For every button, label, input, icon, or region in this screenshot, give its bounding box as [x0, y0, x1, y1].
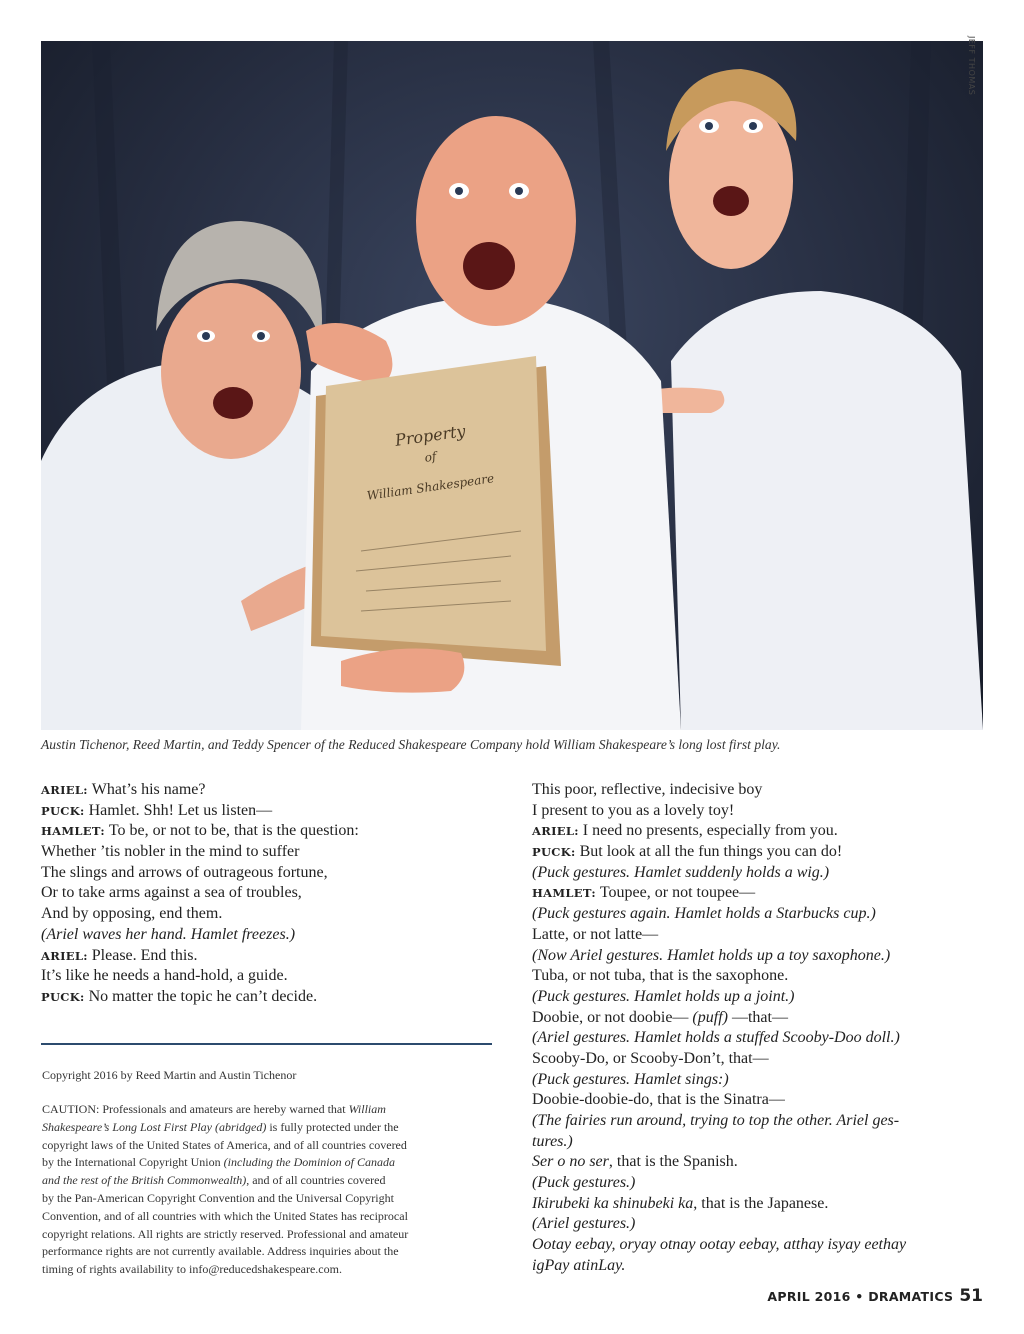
script-line — [41, 801, 359, 822]
caution-text: by the Pan-American Copyright Convention and the Universal Copyright — [42, 1190, 394, 1205]
speaker-name: ARIEL: — [41, 948, 88, 963]
page-number: 51 — [959, 1286, 983, 1306]
stage-direction: Ootay eebay, oryay otnay ootay eebay, atthay isyay eethay — [532, 1236, 907, 1254]
script-line — [532, 946, 987, 967]
dialogue-text: , that is the Spanish. — [608, 1153, 738, 1171]
italic-title: (including the Dominion of Canada — [223, 1155, 395, 1170]
dialogue-text: Latte, or not latte— — [532, 925, 659, 943]
dialogue-text: I present to you as a lovely toy! — [532, 801, 735, 819]
caution-line — [42, 1226, 492, 1244]
speaker-name: HAMLET: — [41, 824, 105, 839]
stage-direction: (Puck gestures. Hamlet suddenly holds a wig.) — [532, 863, 830, 881]
caution-line — [42, 1261, 492, 1279]
script-line — [532, 1008, 987, 1029]
footer-issue: APRIL 2016 • DRAMATICS — [767, 1289, 954, 1304]
caution-text: timing of rights availability to info@reducedshakespeare.com. — [42, 1262, 342, 1277]
manuscript-line-1: Property — [393, 421, 467, 450]
manuscript-line-3: William Shakespeare — [365, 471, 495, 503]
dialogue-text: Please. End this. — [91, 946, 198, 964]
dialogue-text: Hamlet. Shh! Let us listen— — [88, 801, 273, 819]
dialogue-text: Toupee, or not toupee— — [599, 884, 756, 902]
script-line — [532, 1049, 987, 1070]
caution-text: is fully protected under the — [266, 1119, 399, 1134]
script-column-left — [41, 780, 359, 1008]
manuscript — [311, 356, 561, 666]
script-line — [532, 987, 987, 1008]
stage-direction: (Ariel gestures. Hamlet holds a stuffed Scooby-Doo doll.) — [532, 1029, 900, 1047]
stage-direction: (puff) — [692, 1008, 728, 1026]
script-column-right — [532, 780, 987, 1277]
caution-line — [42, 1119, 492, 1137]
dialogue-text: Doobie, or not doobie— — [532, 1008, 693, 1026]
dialogue-text: But look at all the fun things you can do! — [579, 843, 843, 861]
script-line — [41, 821, 359, 842]
script-line — [41, 883, 359, 904]
stage-direction: (Puck gestures.) — [532, 1174, 636, 1192]
copyright-notice: Copyright 2016 by Reed Martin and Austin Tichenor — [42, 1068, 297, 1082]
caution-line — [42, 1208, 492, 1226]
script-line — [41, 780, 359, 801]
photo-caption: Austin Tichenor, Reed Martin, and Teddy Spencer of the Reduced Shakespeare Company hold William Shakespeare’s long lost first play. — [41, 737, 781, 752]
caution-line — [42, 1243, 492, 1261]
script-line — [532, 1028, 987, 1049]
stage-direction: (Ariel waves her hand. Hamlet freezes.) — [41, 925, 296, 943]
script-line — [41, 966, 359, 987]
dialogue-text: Whether ’tis nobler in the mind to suffer — [41, 843, 300, 861]
stage-direction: Ikirubeki ka shinubeki ka — [532, 1194, 694, 1212]
script-line — [41, 946, 359, 967]
dialogue-text: No matter the topic he can’t decide. — [88, 987, 318, 1005]
script-line — [41, 863, 359, 884]
script-line — [532, 801, 987, 822]
stage-direction: (Now Ariel gestures. Hamlet holds up a toy saxophone.) — [532, 946, 891, 964]
speaker-name: ARIEL: — [532, 824, 579, 839]
script-line — [532, 1152, 987, 1173]
dialogue-text: Or to take arms against a sea of troubles, — [41, 884, 302, 902]
dialogue-text: It’s like he needs a hand-hold, a guide. — [41, 967, 288, 985]
script-line — [532, 1194, 987, 1215]
script-line — [41, 925, 359, 946]
stage-direction: igPay atinLay. — [532, 1256, 626, 1274]
script-line — [532, 863, 987, 884]
caution-line — [42, 1172, 492, 1190]
speaker-name: HAMLET: — [532, 886, 596, 901]
caution-line — [42, 1137, 492, 1155]
dialogue-text: Doobie-doobie-do, that is the Sinatra— — [532, 1091, 785, 1109]
caution-text: Convention, and of all countries with which the United States has reciprocal — [42, 1208, 408, 1223]
dialogue-text: Tuba, or not tuba, that is the saxophone. — [532, 967, 789, 985]
dialogue-text: What’s his name? — [91, 781, 206, 798]
caution-text: copyright laws of the United States of America, and of all countries covered — [42, 1137, 407, 1152]
dialogue-text: And by opposing, end them. — [41, 905, 223, 923]
script-line — [532, 1132, 987, 1153]
script-line — [532, 1090, 987, 1111]
stage-direction: tures.) — [532, 1132, 573, 1150]
script-line — [532, 780, 987, 801]
italic-title: William — [348, 1102, 386, 1116]
speaker-name: ARIEL: — [41, 783, 88, 797]
italic-title: Shakespeare’s Long Lost First Play (abridged) — [42, 1119, 267, 1134]
stage-direction: (Puck gestures again. Hamlet holds a Starbucks cup.) — [532, 905, 876, 923]
manuscript-line-2: of — [423, 449, 438, 465]
dialogue-text: , that is the Japanese. — [693, 1194, 829, 1212]
cover-photo — [41, 41, 983, 730]
caution-line — [42, 1154, 492, 1172]
dialogue-text: This poor, reflective, indecisive boy — [532, 781, 763, 798]
script-line — [532, 1070, 987, 1091]
page-footer — [767, 1286, 983, 1306]
caution-text: CAUTION: Professionals and amateurs are hereby warned that — [42, 1102, 349, 1116]
dialogue-text: To be, or not to be, that is the question: — [108, 822, 359, 840]
stage-direction: (The fairies run around, trying to top the other. Ariel ges- — [532, 1112, 900, 1129]
caution-text: , and of all countries covered — [246, 1173, 386, 1188]
caution-line — [42, 1101, 492, 1119]
script-line — [532, 966, 987, 987]
script-line — [532, 1173, 987, 1194]
caution-text: performance rights are not currently available. Address inquiries about the — [42, 1244, 399, 1259]
script-line — [532, 883, 987, 904]
divider-rule — [41, 1043, 492, 1045]
script-line — [532, 1256, 987, 1277]
script-line — [41, 987, 359, 1008]
dialogue-text: The slings and arrows of outrageous fortune, — [41, 863, 328, 881]
italic-title: and the rest of the British Commonwealth) — [42, 1173, 247, 1188]
caution-text: copyright relations. All rights are strictly reserved. Professional and amateur — [42, 1226, 409, 1241]
stage-direction: (Puck gestures. Hamlet sings:) — [532, 1070, 729, 1088]
caution-line — [42, 1190, 492, 1208]
speaker-name: PUCK: — [532, 845, 576, 860]
script-line — [532, 904, 987, 925]
caution-text: by the International Copyright Union — [42, 1155, 224, 1170]
stage-direction: (Puck gestures. Hamlet holds up a joint.) — [532, 987, 795, 1005]
script-line — [41, 904, 359, 925]
stage-direction: (Ariel gestures.) — [532, 1215, 636, 1233]
photo-credit: JEFF THOMAS — [967, 36, 976, 96]
script-line — [41, 842, 359, 863]
script-line — [532, 1235, 987, 1256]
stage-direction: Ser o no ser — [532, 1153, 609, 1171]
speaker-name: PUCK: — [41, 989, 85, 1004]
dialogue-text: —that— — [727, 1008, 788, 1026]
speaker-name: PUCK: — [41, 803, 85, 818]
script-line — [532, 821, 987, 842]
dialogue-text: Scooby-Do, or Scooby-Don’t, that— — [532, 1049, 769, 1067]
dialogue-text: I need no presents, especially from you. — [582, 822, 838, 840]
caution-notice — [42, 1101, 492, 1279]
script-line — [532, 1111, 987, 1132]
photo-illustration — [41, 41, 983, 730]
script-line — [532, 842, 987, 863]
script-line — [532, 925, 987, 946]
script-line — [532, 1214, 987, 1235]
